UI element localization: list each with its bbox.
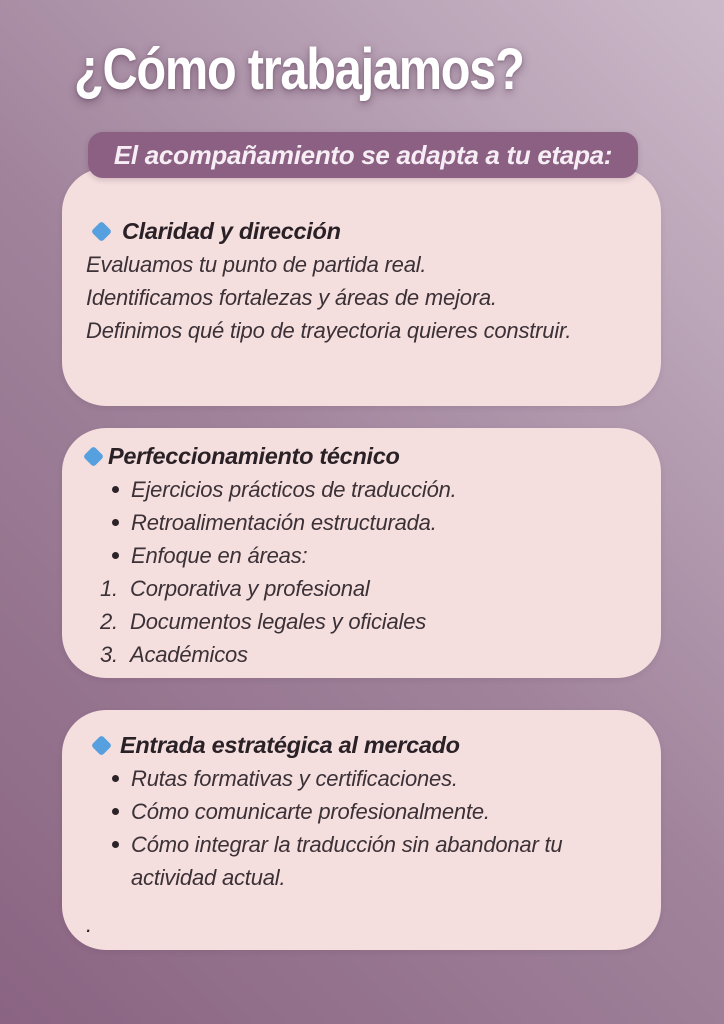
card-heading xyxy=(86,214,636,248)
card-claridad xyxy=(62,168,661,406)
card-heading-label: Entrada estratégica al mercado xyxy=(120,732,460,758)
diamond-icon xyxy=(91,734,112,755)
bullet-dot-icon xyxy=(112,808,119,815)
list-item xyxy=(86,539,636,572)
card-perfeccionamiento xyxy=(62,428,661,678)
bullet-dot-icon xyxy=(112,486,119,493)
list-item xyxy=(86,762,636,795)
trailing-period: . xyxy=(86,912,93,937)
list-item-text: Retroalimentación estructurada. xyxy=(131,510,437,535)
list-item-text: Enfoque en áreas: xyxy=(131,543,308,568)
card-text-line: Evaluamos tu punto de partida real. xyxy=(86,252,427,277)
numbered-item-number: 3. xyxy=(100,642,118,667)
card-heading xyxy=(86,728,636,762)
bullet-dot-icon xyxy=(112,841,119,848)
diamond-icon xyxy=(83,445,104,466)
card-heading-label: Perfeccionamiento técnico xyxy=(108,443,400,469)
card-text-line: Identificamos fortalezas y áreas de mejora. xyxy=(86,285,497,310)
banner xyxy=(88,132,638,178)
diamond-icon xyxy=(91,220,112,241)
numbered-item-number: 2. xyxy=(100,609,118,634)
numbered-item xyxy=(100,572,636,605)
numbered-item-text: Documentos legales y oficiales xyxy=(130,609,427,634)
list-item-text: Rutas formativas y certificaciones. xyxy=(131,766,458,791)
banner-text: El acompañamiento se adapta a tu etapa: xyxy=(113,139,613,170)
card-heading xyxy=(86,439,636,473)
numbered-item-number: 1. xyxy=(100,576,118,601)
list-item xyxy=(86,828,636,894)
card-heading-label: Claridad y dirección xyxy=(122,218,341,244)
list-item xyxy=(86,473,636,506)
list-item-text: Cómo comunicarte profesionalmente. xyxy=(131,799,490,824)
numbered-item-text: Corporativa y profesional xyxy=(130,576,370,601)
bullet-dot-icon xyxy=(112,552,119,559)
page-title: ¿Cómo trabajamos? xyxy=(74,37,524,102)
card-text-line: Definimos qué tipo de trayectoria quieres construir. xyxy=(86,318,572,343)
list-item xyxy=(86,795,636,828)
bullet-dot-icon xyxy=(112,775,119,782)
card-entrada-mercado xyxy=(62,710,661,950)
list-item-text: Cómo integrar la traducción sin abandonar tu actividad actual. xyxy=(131,832,563,890)
list-item-text: Ejercicios prácticos de traducción. xyxy=(131,477,457,502)
numbered-item-text: Académicos xyxy=(130,642,248,667)
numbered-item xyxy=(100,605,636,638)
numbered-item xyxy=(100,638,636,671)
list-item xyxy=(86,506,636,539)
bullet-dot-icon xyxy=(112,519,119,526)
